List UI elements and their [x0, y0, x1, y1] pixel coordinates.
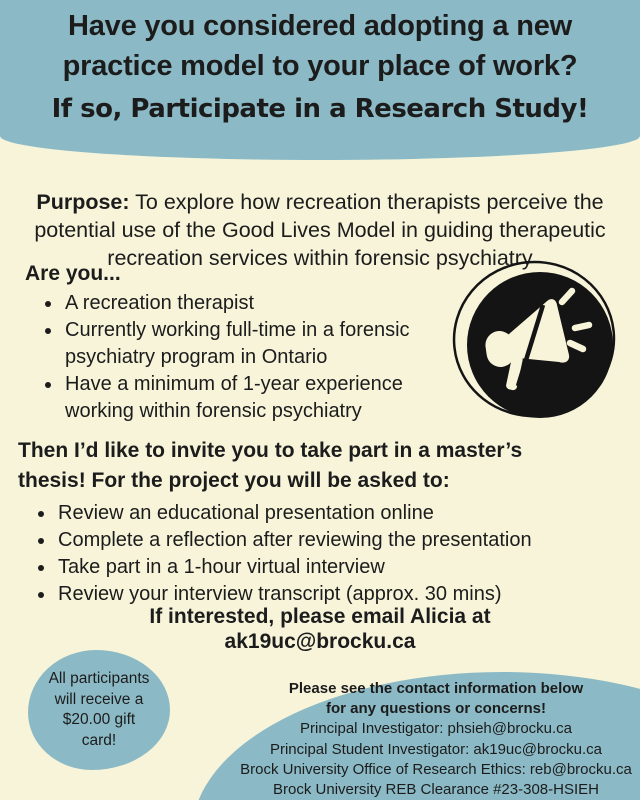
invitation-list — [18, 500, 640, 608]
email-cta — [0, 604, 640, 654]
incentive-badge — [28, 650, 170, 770]
eligibility-section — [25, 261, 455, 425]
email-address: ak19uc@brocku.ca — [224, 630, 416, 653]
contact-line: Brock University REB Clearance #23-308-HSIEH — [273, 781, 599, 799]
purpose-label: Purpose: — [36, 189, 130, 214]
megaphone-icon — [450, 258, 632, 434]
list-item: • Review your interview transcript (approx. 30 mins) — [56, 581, 640, 608]
incentive-text: All participants will receive a $20.00 gift card! — [48, 670, 150, 749]
headline-cta: If so, Participate in a Research Study! — [51, 94, 589, 124]
list-item: • Complete a reflection after reviewing the presentation — [56, 527, 640, 554]
eligibility-list — [25, 290, 435, 425]
contact-line: Principal Investigator: phsieh@brocku.ca — [299, 720, 573, 738]
list-item: • Review an educational presentation online — [56, 500, 640, 527]
purpose-text: To explore how recreation therapists perceive the potential use of the Good Lives Model in guiding therapeutic recreation services within forensic psychiatry — [34, 189, 606, 270]
email-cta-line: If interested, please email Alicia at — [149, 605, 491, 628]
headline-question: Have you considered adopting a new practice model to your place of work? — [62, 10, 578, 82]
header-band — [0, 0, 640, 160]
invitation-section — [18, 436, 624, 608]
contact-heading-line: Please see the contact information below — [288, 680, 584, 697]
contact-line: Principal Student Investigator: ak19uc@brocku.ca — [269, 740, 603, 758]
list-item: • Currently working full-time in a forensic psychiatry program in Ontario — [63, 317, 435, 371]
contact-heading-line: for any questions or concerns! — [325, 700, 547, 718]
list-item: • Take part in a 1-hour virtual interview — [56, 554, 640, 581]
invitation-heading: Then I’d like to invite you to take part in a master’s thesis! For the project you will be asked to: — [18, 439, 523, 492]
list-item: • A recreation therapist — [63, 290, 435, 317]
contact-line: Brock University Office of Research Ethics: reb@brocku.ca — [240, 760, 632, 778]
list-item: • Have a minimum of 1-year experience working within forensic psychiatry — [63, 371, 435, 425]
contact-info — [226, 679, 640, 800]
eligibility-heading: Are you... — [25, 262, 121, 285]
